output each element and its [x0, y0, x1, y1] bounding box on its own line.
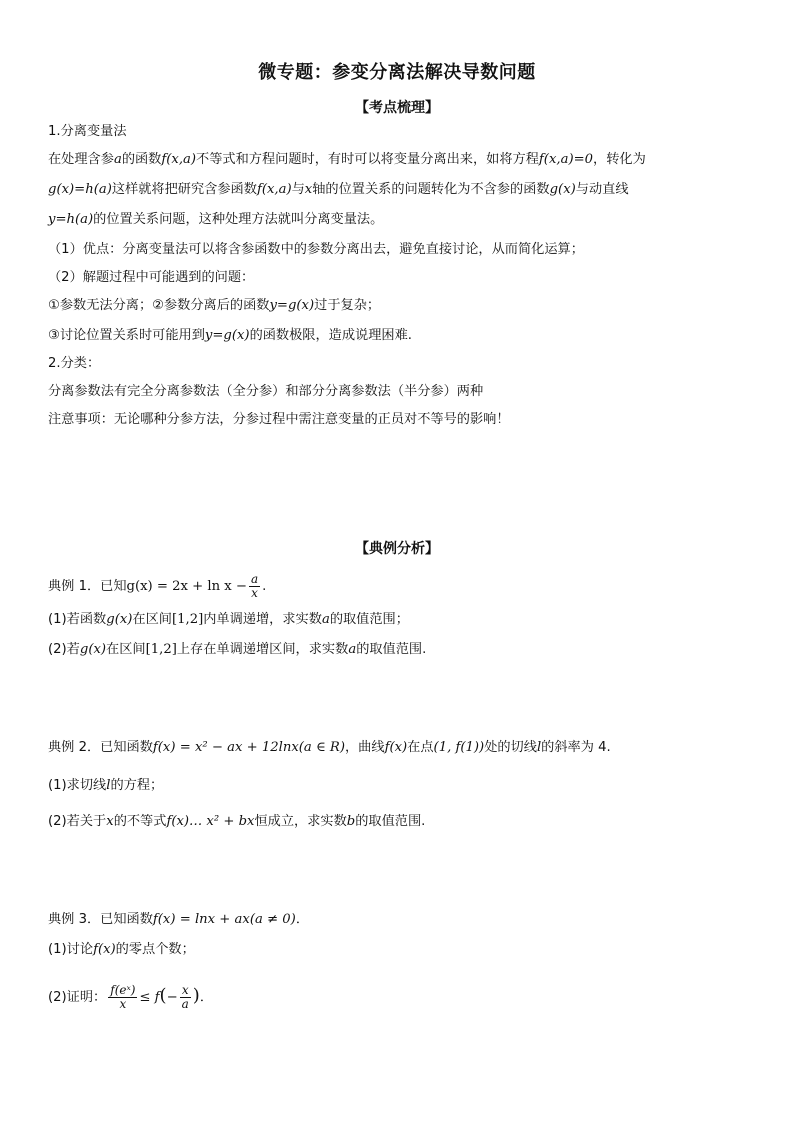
paragraph-line-3: y=h(a)的位置关系问题，这种处理方法就叫分离变量法。	[48, 212, 384, 227]
example3-inner-fraction: $\frac{x}{a}$	[181, 982, 189, 1011]
paragraph-line-2: g(x)=h(a)这样就将把研究含参函数f(x,a)与x轴的位置关系的问题转化为不含参的函数g(x)与动直线	[48, 182, 629, 197]
example3-statement: 典例 3．已知函数f(x) = lnx + ax(a ≠ 0)．	[48, 912, 309, 927]
item2-title: 2.分类：	[48, 356, 101, 371]
example1-fraction: $\frac{a}{x}$	[250, 571, 259, 600]
page-title: 微专题：参变分离法解决导数问题	[258, 62, 536, 83]
classification-line: 分离参数法有完全分离参数法（全分参）和部分分离参数法（半分参）两种	[48, 384, 484, 399]
problems-line-2: ③讨论位置关系时可能用到y=g(x)的函数极限，造成说理困难.	[48, 328, 413, 343]
example1-question2: (2)若g(x)在区间[1,2]上存在单调递增区间，求实数a的取值范围.	[48, 642, 427, 657]
note-line: 注意事项：无论哪种分参方法，分参过程中需注意变量的正员对不等号的影响！	[48, 412, 510, 427]
problems-line-1: ①参数无法分离；②参数分离后的函数y=g(x)过于复杂；	[48, 298, 381, 313]
example1-statement: 典例 1．已知g(x) = 2x + ln x − $\frac{a}{x}$ .	[48, 571, 267, 600]
item1-title: 1.分离变量法	[48, 124, 127, 139]
example3-question1: (1)讨论f(x)的零点个数；	[48, 942, 195, 957]
advantage-line: （1）优点：分离变量法可以将含参函数中的参数分离出去，避免直接讨论，从而简化运算；	[48, 242, 584, 257]
example1-question1: (1)若函数g(x)在区间[1,2]内单调递增，求实数a的取值范围；	[48, 612, 409, 627]
example3-question2: (2)证明： $\frac{\text{f(eˣ)}}{x}$ ≤ f(− $\frac{x}{a}$ )．	[48, 982, 214, 1011]
example2-question1: (1)求切线l的方程；	[48, 778, 164, 793]
example2-question2: (2)若关于x的不等式f(x)… x² + bx恒成立，求实数b的取值范围.	[48, 814, 426, 829]
section-heading-key-points: 【考点梳理】	[355, 100, 439, 116]
section-heading-examples: 【典例分析】	[355, 541, 439, 557]
problems-line: （2）解题过程中可能遇到的问题：	[48, 270, 255, 285]
example2-statement: 典例 2．已知函数f(x) = x² − ax + 12lnx(a ∈ R)，曲线f(x)在点(1, f(1))处的切线l的斜率为 4.	[48, 740, 611, 755]
example3-lhs-fraction: $\frac{\text{f(eˣ)}}{x}$	[110, 982, 136, 1011]
paragraph-line-1: 在处理含参a的函数f(x,a)不等式和方程问题时，有时可以将变量分离出来，如将方程f(x,a)=0，转化为	[48, 152, 646, 167]
